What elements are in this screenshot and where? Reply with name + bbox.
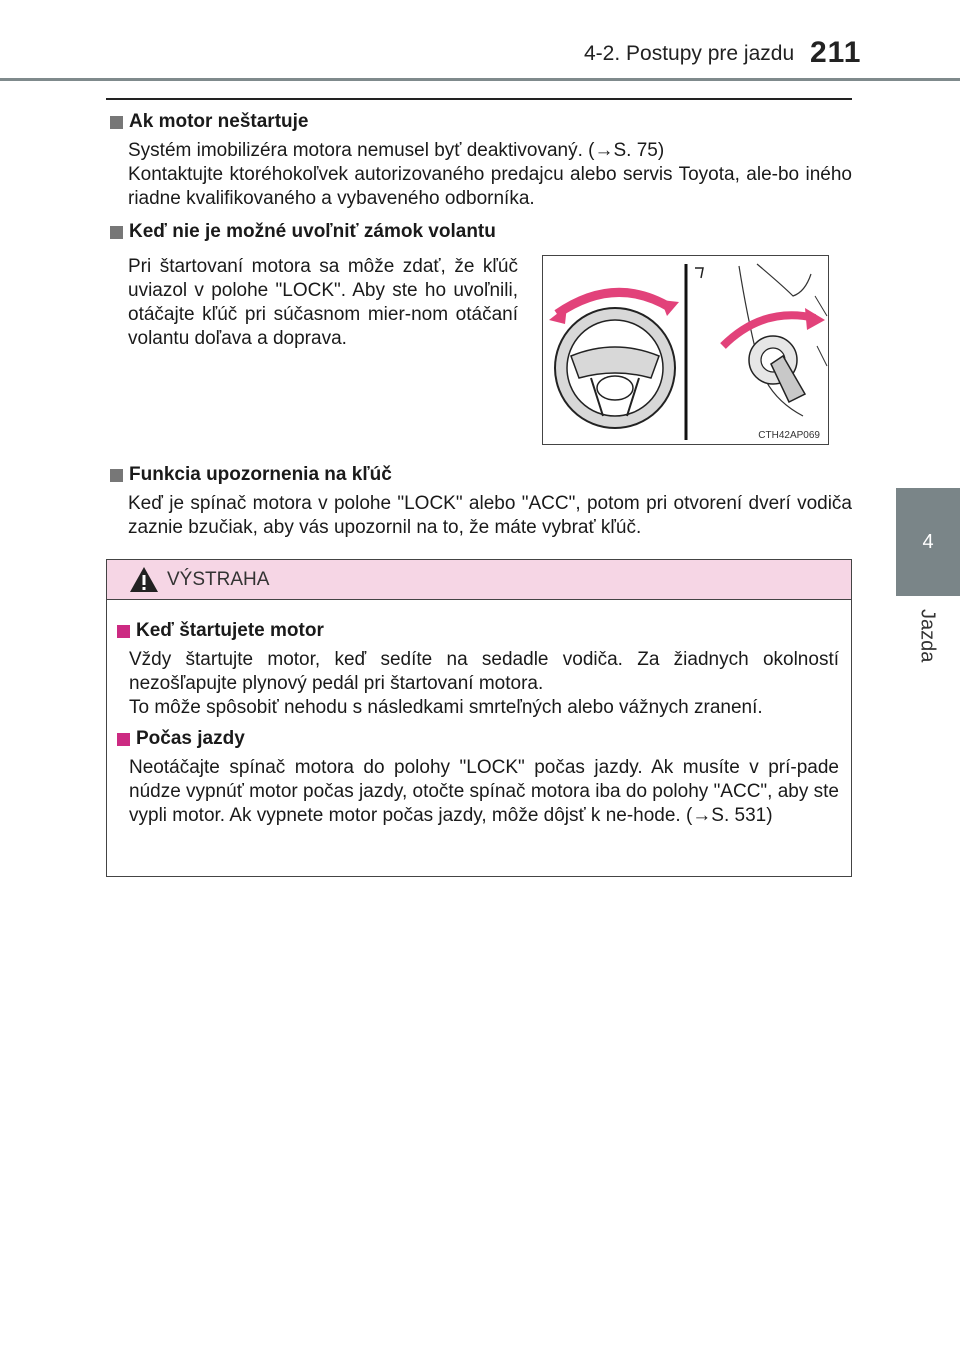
square-bullet-icon bbox=[110, 226, 123, 239]
section-heading-text: Keď nie je možné uvoľniť zámok volantu bbox=[129, 221, 496, 242]
warning-item-heading-1 bbox=[117, 620, 324, 642]
square-bullet-icon bbox=[110, 116, 123, 129]
warning-item-heading-2 bbox=[117, 728, 245, 750]
page-header bbox=[0, 0, 960, 81]
section-body-1 bbox=[128, 139, 852, 211]
warning-title: VÝSTRAHA bbox=[167, 569, 270, 590]
section-heading-text: Funkcia upozornenia na kľúč bbox=[129, 464, 392, 485]
chapter-tab bbox=[896, 488, 960, 596]
warning-item-heading-text: Počas jazdy bbox=[136, 728, 245, 749]
square-bullet-icon bbox=[110, 469, 123, 482]
section-heading-text: Ak motor neštartuje bbox=[129, 111, 309, 132]
section-heading-1 bbox=[110, 111, 308, 133]
body-line: Systém imobilizéra motora nemusel byť deaktivovaný. (→S. 75) bbox=[128, 140, 665, 161]
square-bullet-icon bbox=[117, 625, 130, 638]
warning-line: Vždy štartujte motor, keď sedíte na sedadle vodiča. Za žiadnych okolností nezošľapujte plynový pedál pri štartovaní motora. bbox=[129, 649, 839, 694]
steering-lock-illustration bbox=[542, 255, 829, 445]
section-body-3: Keď je spínač motora v polohe "LOCK" alebo "ACC", potom pri otvorení dverí vodiča zaznie bzučiak, aby vás upozornil na to, že máte vybrať kľúč. bbox=[128, 493, 852, 538]
warning-item-body-1 bbox=[129, 648, 839, 720]
warning-header bbox=[107, 560, 851, 600]
chapter-number: 4 bbox=[922, 530, 934, 553]
warning-triangle-icon bbox=[129, 566, 159, 593]
section-body-2: Pri štartovaní motora sa môže zdať, že kľúč uviazol v polohe "LOCK". Aby ste ho uvoľnili, otáčajte kľúč pri súčasnom mier-nom otáčaní volantu doľava a doprava. bbox=[128, 256, 518, 349]
figure-code: CTH42AP069 bbox=[758, 430, 820, 441]
warning-box bbox=[106, 559, 852, 877]
warning-item-heading-text: Keď štartujete motor bbox=[136, 620, 324, 641]
section-heading-2 bbox=[110, 221, 496, 243]
section-heading-3 bbox=[110, 464, 392, 486]
page-number: 211 bbox=[810, 36, 862, 69]
section-title: 4-2. Postupy pre jazdu bbox=[584, 42, 795, 65]
chapter-label: Jazda bbox=[916, 609, 939, 663]
top-rule bbox=[106, 98, 852, 100]
warning-line: To môže spôsobiť nehodu s následkami smrteľných alebo vážnych zranení. bbox=[129, 697, 763, 718]
warning-item-body-2: Neotáčajte spínač motora do polohy "LOCK" počas jazdy. Ak musíte v prí-pade núdze vypnúť motor počas jazdy, otočte spínač motora iba do polohy "ACC", aby ste vypli motor. Ak vypnete motor počas jazdy, môže dôjsť k ne-hode. (→S. 531) bbox=[129, 757, 839, 826]
body-line: Kontaktujte ktoréhokoľvek autorizovaného predajcu alebo servis Toyota, ale-bo iného riadne kvalifikovaného a vybaveného odborníka. bbox=[128, 164, 852, 209]
steering-key-icon bbox=[543, 256, 828, 444]
square-bullet-icon bbox=[117, 733, 130, 746]
